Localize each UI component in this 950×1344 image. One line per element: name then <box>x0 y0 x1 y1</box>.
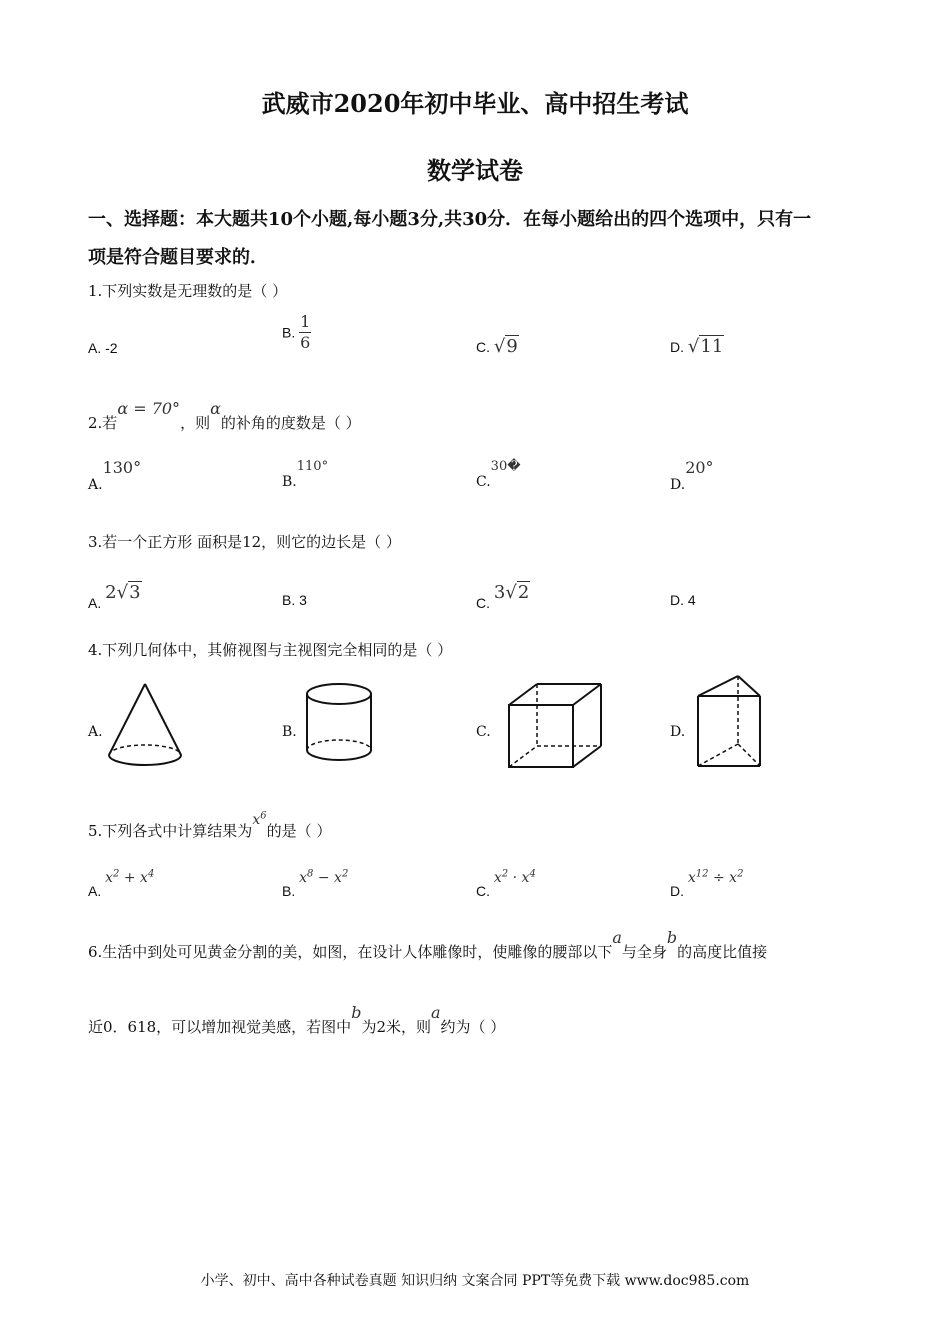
operator: − <box>313 869 335 886</box>
q6-line2-mid: 为2米，则 <box>361 1018 431 1036</box>
option-label: C. <box>476 474 491 490</box>
denominator: 6 <box>300 333 311 352</box>
option-value: 3 <box>299 592 307 608</box>
coefficient: 2 <box>105 582 117 603</box>
exponent: 6 <box>260 810 267 822</box>
q6-line1-mid: 与全身 <box>621 943 667 961</box>
operator: + <box>119 869 141 886</box>
q3-option-b <box>282 592 307 608</box>
option-label: D. <box>670 477 686 493</box>
q4-option-d-label: D. <box>670 724 686 740</box>
exponent: 2 <box>113 868 120 879</box>
q3-option-d <box>670 592 696 608</box>
q6-line2-pre: 近0．618，可以增加视觉美感，若图中 <box>88 1018 352 1036</box>
exponent: 4 <box>147 868 155 879</box>
q6-line1-post: 的高度比值接 <box>677 943 768 961</box>
var-b: b <box>666 928 678 947</box>
option-label: B. <box>282 474 297 490</box>
q2-post: 的补角的度数是（ ） <box>220 414 361 432</box>
page-footer: 小学、初中、高中各种试卷真题 知识归纳 文案合同 PPT等免费下载 www.doc985.com <box>200 1273 750 1289</box>
radicand: 9 <box>506 336 518 357</box>
sqrt-expression: √11 <box>687 336 724 357</box>
sqrt-expression: √9 <box>493 336 518 357</box>
q1-option-a <box>88 340 118 356</box>
q3-option-c <box>476 582 530 611</box>
q5-option-d <box>670 868 744 899</box>
option-value: 130° <box>102 458 142 477</box>
question-6-line1 <box>88 928 768 962</box>
q5-option-c <box>476 868 536 899</box>
option-expression <box>494 870 536 886</box>
exponent: 2 <box>341 868 349 879</box>
q2-alpha: α <box>210 399 221 418</box>
cube-figure <box>505 680 609 772</box>
base: x <box>729 869 738 886</box>
q2-option-a <box>88 458 142 493</box>
fraction <box>299 312 311 353</box>
option-label: C. <box>476 595 490 611</box>
exponent: 2 <box>501 868 509 879</box>
option-value: -2 <box>105 340 118 356</box>
cylinder-figure <box>302 680 382 772</box>
q5-post: 的是（ ） <box>266 822 332 840</box>
option-label: A. <box>88 882 102 899</box>
question-4-stem: 4.下列几何体中，其俯视图与主视图完全相同的是（ ） <box>88 641 453 659</box>
option-value: 30� <box>490 459 521 474</box>
option-value: 20° <box>685 458 714 477</box>
option-label: D. <box>670 592 684 608</box>
option-label: C. <box>476 339 490 355</box>
operator: ÷ <box>708 869 730 886</box>
base: x <box>334 869 342 886</box>
coefficient: 3 <box>493 582 506 603</box>
exponent: 12 <box>695 868 709 879</box>
q6-line1-pre: 6.生活中到处可见黄金分割的美，如图，在设计人体雕像时，使雕像的腰部以下 <box>88 943 613 961</box>
sqrt-expression: 2√3 <box>105 582 141 603</box>
option-label: A. <box>88 477 103 493</box>
option-label: A. <box>88 340 102 356</box>
radicand: 3 <box>129 582 141 603</box>
option-expression <box>299 870 348 886</box>
q1-option-c <box>476 336 519 357</box>
exponent: 4 <box>529 868 536 879</box>
q5-option-a <box>88 868 155 899</box>
q2-pre: 2.若 <box>88 414 118 432</box>
base: x <box>252 812 261 828</box>
triangular-prism-figure <box>694 672 766 772</box>
sqrt-expression: 3√2 <box>493 582 530 603</box>
q2-mid: ，则 <box>180 414 211 432</box>
question-2-stem <box>88 399 361 433</box>
option-label: D. <box>670 882 684 899</box>
cone-figure <box>105 680 185 772</box>
numerator: 1 <box>300 312 311 331</box>
q5-power <box>252 812 266 828</box>
base: x <box>105 869 114 886</box>
q2-option-b <box>282 458 329 490</box>
exponent: 2 <box>737 868 744 879</box>
q3-option-a <box>88 582 142 611</box>
exam-subtitle: 数学试卷 <box>427 156 523 185</box>
exam-title: 武威市2020年初中毕业、高中招生考试 <box>261 89 689 118</box>
q4-option-c-label: C. <box>476 724 491 740</box>
q2-option-d <box>670 458 714 493</box>
option-label: D. <box>670 339 684 355</box>
option-label: C. <box>476 882 490 899</box>
q5-pre: 5.下列各式中计算结果为 <box>88 822 253 840</box>
section-heading-line1: 一、选择题：本大题共10个小题,每小题3分,共30分．在每小题给出的四个选项中，只有一 <box>88 209 812 230</box>
base: x <box>140 869 148 886</box>
q2-option-c <box>476 458 521 490</box>
q5-option-b <box>282 868 349 899</box>
option-label: A. <box>88 595 102 611</box>
question-5-stem <box>88 810 332 841</box>
option-value: 4 <box>687 592 696 608</box>
exponent: 8 <box>307 868 314 879</box>
base: x <box>493 869 502 886</box>
question-6-line2 <box>88 1003 506 1037</box>
option-label: B. <box>282 592 296 608</box>
option-expression <box>105 870 154 886</box>
q6-line2-post: 约为（ ） <box>440 1018 506 1036</box>
question-1-stem: 1.下列实数是无理数的是（ ） <box>88 282 288 300</box>
option-label: B. <box>282 324 296 341</box>
option-label: B. <box>282 882 296 899</box>
q2-expression: α = 70° <box>117 399 181 418</box>
q4-option-b-label: B. <box>282 724 297 740</box>
q1-option-d <box>670 336 724 357</box>
base: x <box>299 869 308 886</box>
var-b: b <box>351 1003 362 1022</box>
var-a: a <box>612 928 622 947</box>
operator: · <box>508 869 522 886</box>
base: x <box>521 869 530 886</box>
radicand: 11 <box>700 336 724 357</box>
question-3-stem: 3.若一个正方形 面积是12，则它的边长是（ ） <box>88 533 401 551</box>
option-expression <box>688 870 744 886</box>
var-a: a <box>430 1003 441 1022</box>
radicand: 2 <box>517 582 530 603</box>
base: x <box>687 869 696 886</box>
section-heading-line2: 项是符合题目要求的． <box>88 247 268 268</box>
q4-option-a-label: A. <box>88 724 103 740</box>
q1-option-b <box>282 312 311 353</box>
option-value: 110° <box>296 459 329 474</box>
